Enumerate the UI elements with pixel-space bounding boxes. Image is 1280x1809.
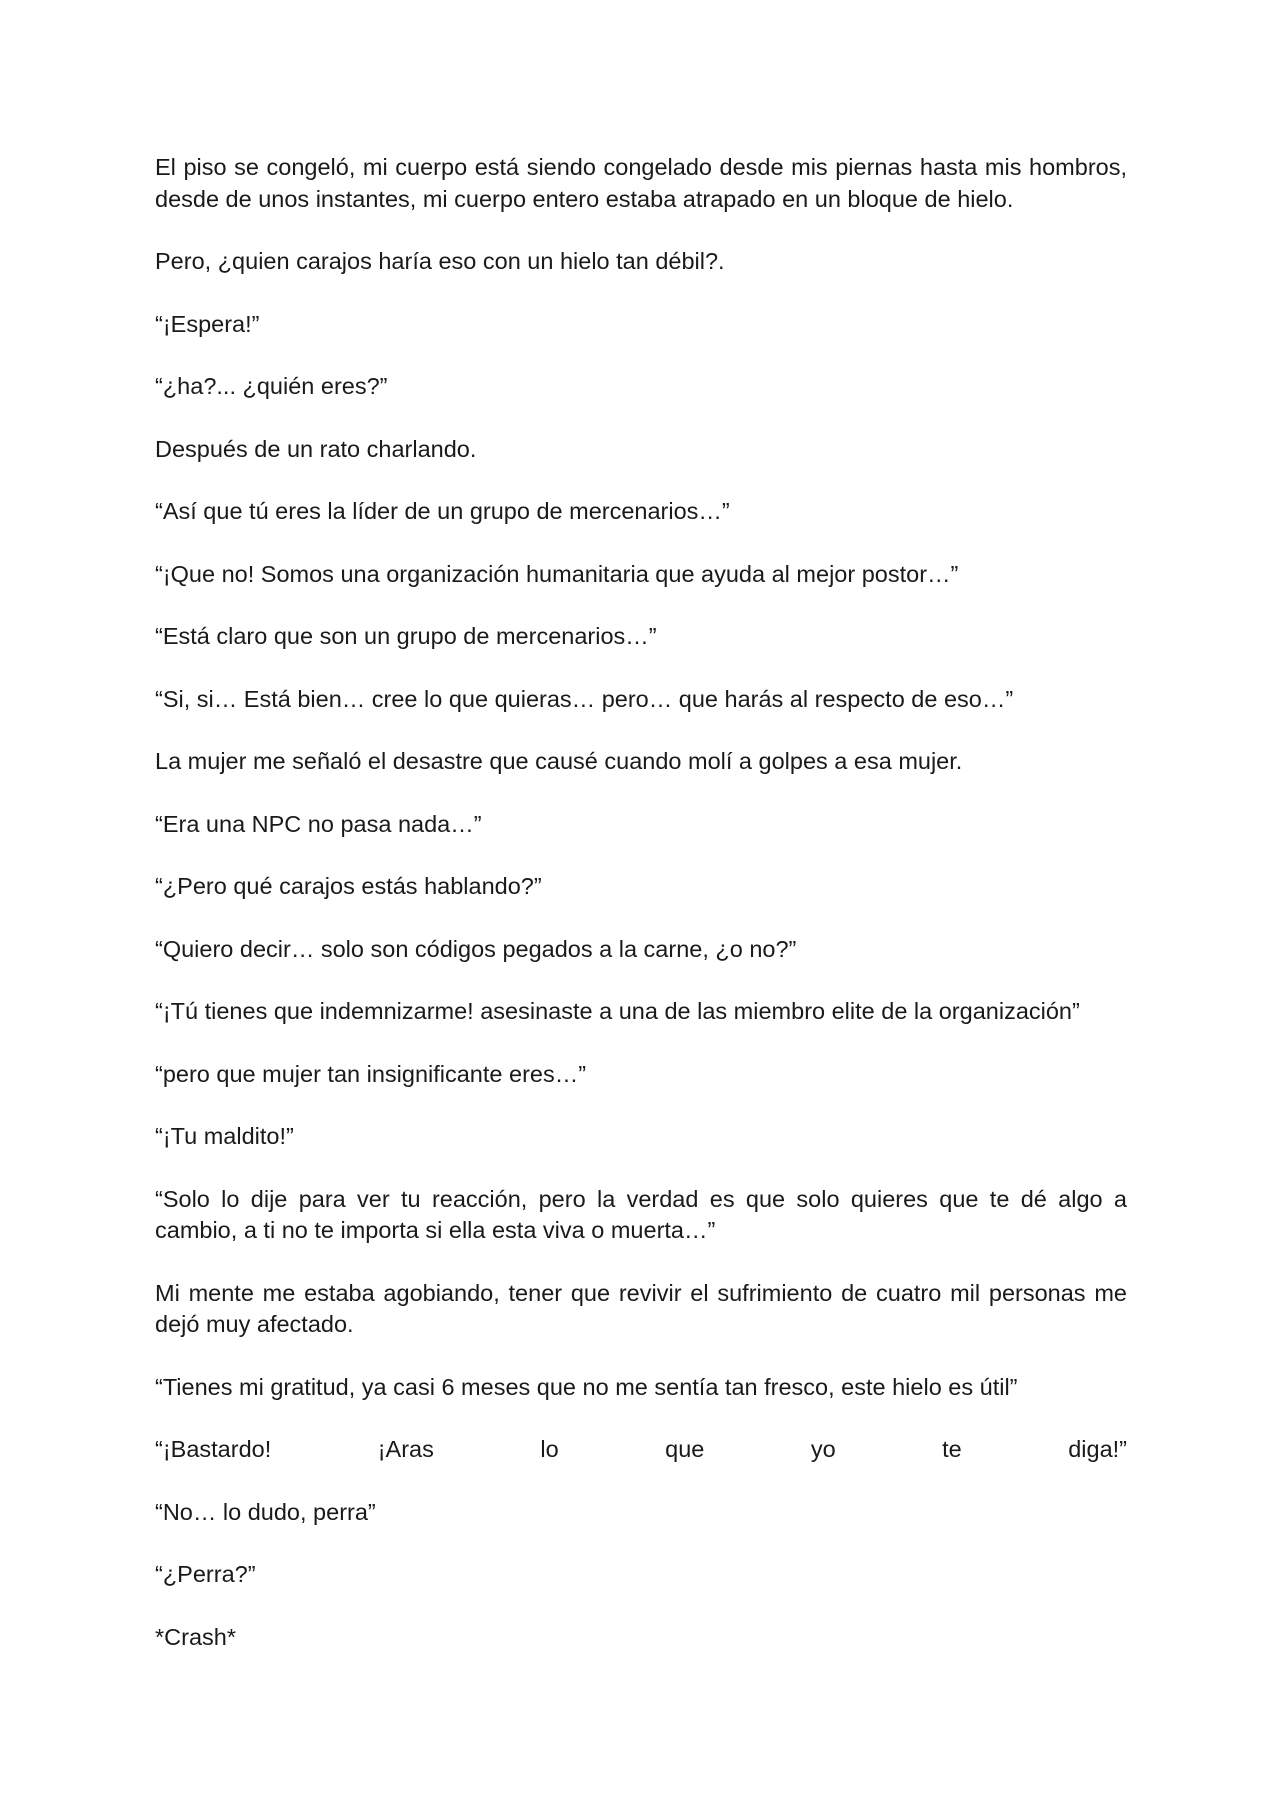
dialogue-line: “¡Espera!” [155, 310, 260, 337]
dialogue-line: “¿Perra?” [155, 1561, 256, 1587]
paragraph: El piso se congeló, mi cuerpo está siendo congelado desde mis piernas hasta mis hombros, desde de unos instantes, mi cuerpo entero estaba atrapado en un bloque de hielo. [155, 154, 1127, 212]
dialogue-line: “pero que mujer tan insignificante eres…” [155, 1060, 587, 1087]
dialogue-line: “¡Bastardo! ¡Aras lo que yo te diga!” [155, 1436, 1127, 1462]
dialogue-line: “Así que tú eres la líder de un grupo de mercenarios…” [155, 498, 730, 524]
dialogue-line: “Solo lo dije para ver tu reacción, pero la verdad es que solo quieres que te dé algo a cambio, a ti no te importa si ella esta viva o muerta…” [155, 1185, 1127, 1243]
dialogue-line: “Era una NPC no pasa nada…” [155, 810, 482, 837]
dialogue-line: “No… lo dudo, perra” [155, 1498, 376, 1525]
sound-effect: *Crash* [155, 1623, 236, 1650]
paragraph: Después de un rato charlando. [155, 435, 477, 462]
dialogue-line: “¿Pero qué carajos estás hablando?” [155, 873, 542, 899]
dialogue-line: “Está claro que son un grupo de mercenarios…” [155, 623, 657, 649]
dialogue-line: “¡Que no! Somos una organización humanitaria que ayuda al mejor postor…” [155, 560, 959, 587]
dialogue-line: “Quiero decir… solo son códigos pegados a la carne, ¿o no?” [155, 935, 797, 962]
dialogue-line: “Si, si… Está bien… cree lo que quieras… pero… que harás al respecto de eso…” [155, 685, 1014, 712]
document-body [155, 152, 1127, 1684]
paragraph: Mi mente me estaba agobiando, tener que revivir el sufrimiento de cuatro mil personas me dejó muy afectado. [155, 1279, 1127, 1337]
dialogue-line: “¡Tu maldito!” [155, 1123, 294, 1149]
dialogue-line: “¿ha?... ¿quién eres?” [155, 373, 388, 399]
paragraph: La mujer me señaló el desastre que causé cuando molí a golpes a esa mujer. [155, 748, 963, 774]
paragraph: Pero, ¿quien carajos haría eso con un hielo tan débil?. [155, 248, 725, 274]
dialogue-line: “Tienes mi gratitud, ya casi 6 meses que no me sentía tan fresco, este hielo es útil” [155, 1373, 1018, 1400]
dialogue-line: “¡Tú tienes que indemnizarme! asesinaste a una de las miembro elite de la organización” [155, 998, 1080, 1024]
